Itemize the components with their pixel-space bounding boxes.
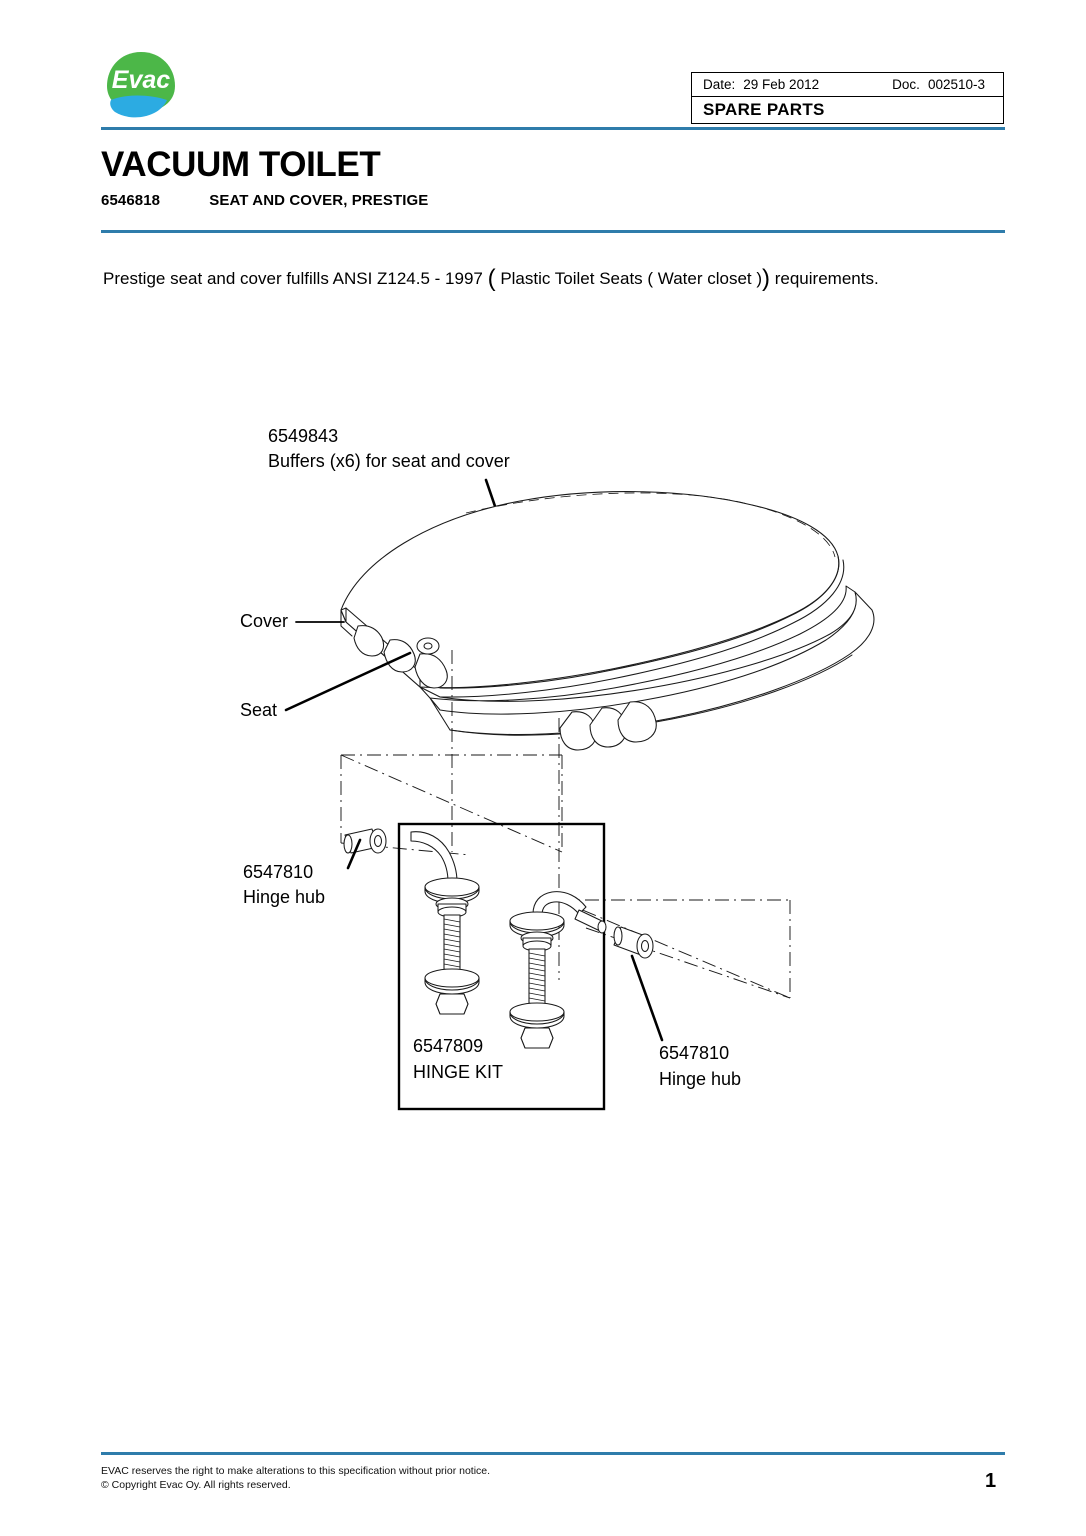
hinge-bolt-assembly-2 <box>510 892 606 1048</box>
cover-label: Cover <box>240 611 289 631</box>
doc-label: Doc. <box>892 77 920 92</box>
hinge-hub-right <box>614 927 653 958</box>
intro-paren-close: ) <box>762 265 771 292</box>
hinge-hub-right-leader-line <box>632 956 662 1040</box>
page-title: VACUUM TOILET <box>101 145 381 184</box>
right-assembly-plane-diag <box>559 900 790 998</box>
hinge-hub-left-code-label: 6547810 <box>243 862 314 882</box>
hinge-kit-code-label: 6547809 <box>413 1036 484 1056</box>
exploded-assembly-diagram <box>0 400 1086 1140</box>
buffers-code-label: 6549843 <box>268 426 339 446</box>
hinge-hub-right-code-label: 6547810 <box>659 1043 730 1063</box>
footer-divider-rule <box>101 1452 1005 1455</box>
part-description: SEAT AND COVER, PRESTIGE <box>209 192 429 209</box>
intro-part3: requirements. <box>770 269 879 288</box>
footer-legal-text <box>101 1464 490 1492</box>
hinge-hub-left <box>344 829 386 853</box>
subtitle-row <box>101 192 428 209</box>
date-label: Date: <box>703 77 736 92</box>
date-value: 29 Feb 2012 <box>743 77 820 92</box>
buffers-desc-label: Buffers (x6) for seat and cover <box>268 451 510 471</box>
intro-paren-open: ( <box>487 265 496 292</box>
hinge-hub-right-desc-label: Hinge hub <box>659 1069 742 1089</box>
hinge-kit-desc-label: HINGE KIT <box>413 1062 504 1082</box>
intro-part1: Prestige seat and cover fulfills ANSI Z124.5 - 1997 <box>103 269 488 288</box>
header-divider-rule <box>101 127 1005 130</box>
title-block <box>101 147 428 209</box>
intro-paragraph <box>103 265 879 293</box>
logo-blue-wave <box>110 96 167 118</box>
footer-line-1: EVAC reserves the right to make alterations to this specification without prior notice. <box>101 1465 491 1477</box>
cover-pivot-boss <box>417 638 439 654</box>
evac-logo <box>101 50 181 126</box>
hinge-bolt-assembly-1 <box>411 832 479 1014</box>
page-header <box>0 0 1086 135</box>
seat-label: Seat <box>240 700 278 720</box>
document-info-box <box>691 72 1004 124</box>
intro-part2: Plastic Toilet Seats ( Water closet ) <box>495 269 763 288</box>
doc-value: 002510-3 <box>927 77 985 92</box>
part-code: 6546818 <box>101 192 161 209</box>
document-category: SPARE PARTS <box>703 100 825 119</box>
logo-wordmark: Evac <box>111 66 171 94</box>
hinge-hub-left-desc-label: Hinge hub <box>243 887 326 907</box>
document-meta-row <box>692 73 1003 97</box>
title-divider-rule <box>101 230 1005 233</box>
seat-leader-line <box>286 653 410 710</box>
footer-line-2: © Copyright Evac Oy. All rights reserved. <box>101 1479 291 1492</box>
page-number: 1 <box>985 1470 997 1492</box>
